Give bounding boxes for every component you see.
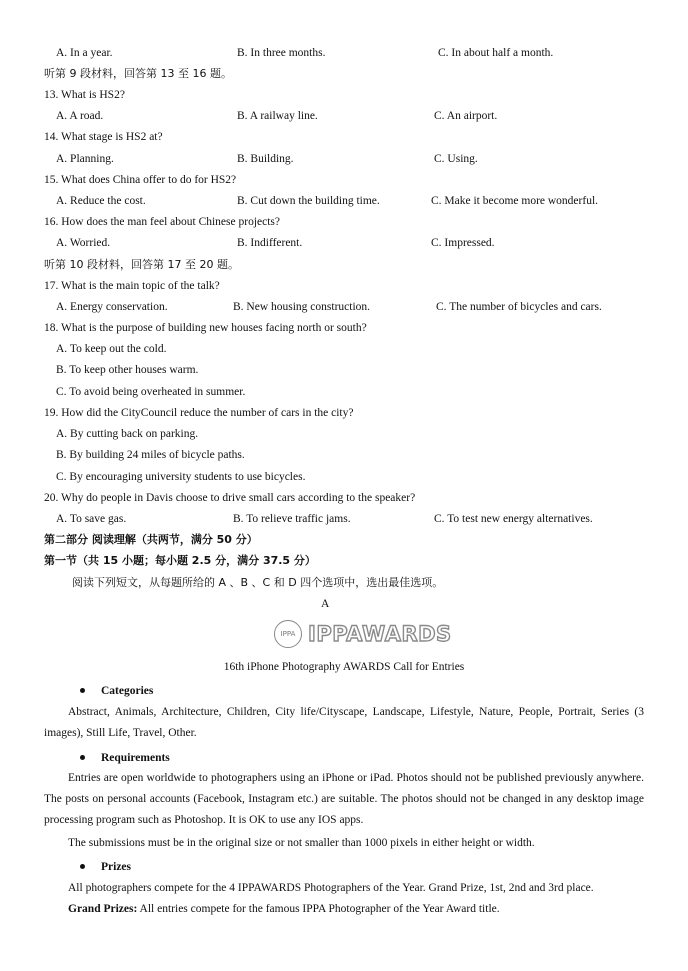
ippa-seal-icon: IPPA [274, 620, 302, 648]
q12-option-c: C. In about half a month. [438, 47, 554, 59]
logo-wordmark: IPPAWARDS [308, 622, 452, 646]
q13-option-b: B. A railway line. [237, 110, 318, 122]
q14-option-b: B. Building. [237, 153, 294, 165]
q19-option-a: A. By cutting back on parking. [56, 428, 199, 440]
grand-prizes-text: All entries compete for the famous IPPA Photographer of the Year Award title. [137, 903, 500, 915]
q16-stem: 16. How does the man feel about Chinese projects? [44, 216, 281, 228]
q17-stem: 17. What is the main topic of the talk? [44, 280, 220, 292]
q16-option-c: C. Impressed. [431, 237, 495, 249]
q18-option-a: A. To keep out the cold. [56, 343, 167, 355]
section-9-instruction: 听第 9 段材料，回答第 13 至 16 题。 [44, 67, 232, 80]
section-1-title: 第一节（共 15 小题；每小题 2.5 分，满分 37.5 分） [44, 554, 316, 567]
part-2-title: 第二部分 阅读理解（共两节，满分 50 分） [44, 533, 258, 546]
q16-option-a: A. Worried. [56, 237, 111, 249]
passage-label: A [321, 598, 330, 610]
reading-instruction: 阅读下列短文，从每题所给的 A 、B 、C 和 D 四个选项中，选出最佳选项。 [72, 576, 444, 589]
prizes-text: All photographers compete for the 4 IPPAWARDS Photographers of the Year. Grand Prize, 1st, 2nd and 3rd place. [68, 882, 594, 894]
bullet-icon [80, 755, 85, 760]
q14-stem: 14. What stage is HS2 at? [44, 131, 163, 143]
q20-option-a: A. To save gas. [56, 513, 127, 525]
q18-option-c: C. To avoid being overheated in summer. [56, 386, 246, 398]
q13-stem: 13. What is HS2? [44, 89, 125, 101]
q20-option-b: B. To relieve traffic jams. [233, 513, 351, 525]
q19-option-b: B. By building 24 miles of bicycle paths. [56, 449, 245, 461]
call-for-entries-title: 16th iPhone Photography AWARDS Call for Entries [223, 661, 465, 673]
grand-prizes-label: Grand Prizes: [68, 903, 138, 915]
categories-heading: Categories [101, 685, 154, 697]
q15-option-b: B. Cut down the building time. [237, 195, 380, 207]
bullet-icon [80, 688, 85, 693]
bullet-icon [80, 864, 85, 869]
q15-stem: 15. What does China offer to do for HS2? [44, 174, 237, 186]
q18-stem: 18. What is the purpose of building new houses facing north or south? [44, 322, 367, 334]
q17-option-c: C. The number of bicycles and cars. [436, 301, 602, 313]
categories-text: Abstract, Animals, Architecture, Children, City life/Cityscape, Landscape, Lifestyle, Nature, People, Portrait, Series (3 images), Still Life, Travel, Other. [44, 706, 644, 739]
ippawards-logo [274, 619, 452, 649]
q12-option-b: B. In three months. [237, 47, 326, 59]
q12-option-a: A. In a year. [56, 47, 113, 59]
q19-option-c: C. By encouraging university students to use bicycles. [56, 471, 306, 483]
q19-stem: 19. How did the CityCouncil reduce the number of cars in the city? [44, 407, 354, 419]
q20-option-c: C. To test new energy alternatives. [434, 513, 593, 525]
q13-option-a: A. A road. [56, 110, 104, 122]
section-10-instruction: 听第 10 段材料，回答第 17 至 20 题。 [44, 258, 239, 271]
q17-option-b: B. New housing construction. [233, 301, 371, 313]
q15-option-a: A. Reduce the cost. [56, 195, 146, 207]
q17-option-a: A. Energy conservation. [56, 301, 168, 313]
requirements-heading: Requirements [101, 752, 170, 764]
prizes-heading: Prizes [101, 861, 132, 873]
q14-option-a: A. Planning. [56, 153, 114, 165]
q16-option-b: B. Indifferent. [237, 237, 303, 249]
q15-option-c: C. Make it become more wonderful. [431, 195, 599, 207]
q20-stem: 20. Why do people in Davis choose to drive small cars according to the speaker? [44, 492, 416, 504]
q13-option-c: C. An airport. [434, 110, 498, 122]
q18-option-b: B. To keep other houses warm. [56, 364, 199, 376]
requirements-size-text: The submissions must be in the original size or not smaller than 1000 pixels in either height or width. [68, 837, 535, 849]
requirements-text: Entries are open worldwide to photographers using an iPhone or iPad. Photos should not be published previously anywhere. The posts on personal accounts (Facebook, Instagram etc.) are suitable. The photos should not be changed in any desktop image processing program such as Photoshop. It is OK to use any IOS apps. [44, 772, 644, 826]
q14-option-c: C. Using. [434, 153, 478, 165]
grand-prizes-line [68, 902, 500, 916]
